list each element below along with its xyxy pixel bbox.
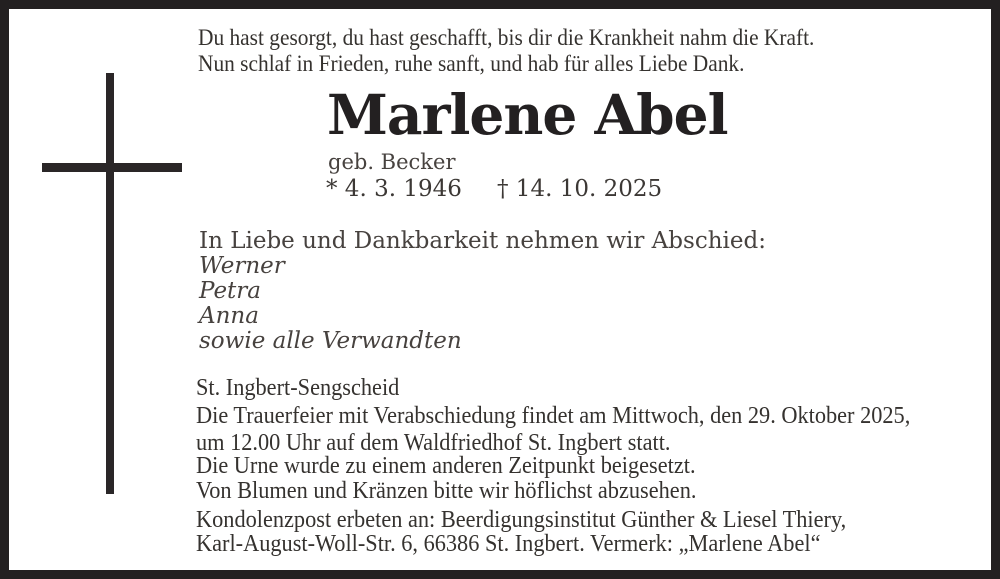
maiden-name: geb. Becker: [328, 150, 456, 174]
mourner-name: Anna: [199, 303, 259, 329]
mourner-name: sowie alle Verwandten: [199, 328, 462, 354]
condolence-line: Kondolenzpost erbeten an: Beerdigungsinstitut Günther & Liesel Thiery,: [196, 507, 847, 533]
farewell-intro: In Liebe und Dankbarkeit nehmen wir Abschied:: [199, 228, 766, 254]
cross-vertical-bar: [106, 73, 114, 494]
location-line: St. Ingbert-Sengscheid: [196, 375, 400, 401]
flowers-note: Von Blumen und Kränzen bitte wir höflichst abzusehen.: [196, 478, 697, 504]
cross-horizontal-bar: [42, 163, 182, 172]
mourner-name: Werner: [199, 253, 285, 279]
funeral-line: um 12.00 Uhr auf dem Waldfriedhof St. Ingbert statt.: [196, 430, 671, 456]
verse-line: Nun schlaf in Frieden, ruhe sanft, und hab für alles Liebe Dank.: [198, 51, 745, 76]
birth-date: * 4. 3. 1946: [326, 176, 462, 202]
condolence-info: [196, 508, 846, 556]
death-date: † 14. 10. 2025: [497, 176, 663, 202]
urn-note: Die Urne wurde zu einem anderen Zeitpunkt beigesetzt.: [196, 453, 696, 479]
deceased-name: Marlene Abel: [327, 82, 728, 147]
verse-line: Du hast gesorgt, du hast geschafft, bis dir die Krankheit nahm die Kraft.: [198, 25, 815, 50]
memorial-verse: [198, 25, 814, 77]
funeral-line: Die Trauerfeier mit Verabschiedung findet am Mittwoch, den 29. Oktober 2025,: [196, 403, 911, 429]
mourners-block: [199, 229, 766, 354]
condolence-line: Karl-August-Woll-Str. 6, 66386 St. Ingbert. Vermerk: „Marlene Abel“: [196, 531, 821, 557]
life-dates: [326, 177, 662, 201]
funeral-info: [196, 403, 910, 457]
mourner-name: Petra: [199, 278, 262, 304]
